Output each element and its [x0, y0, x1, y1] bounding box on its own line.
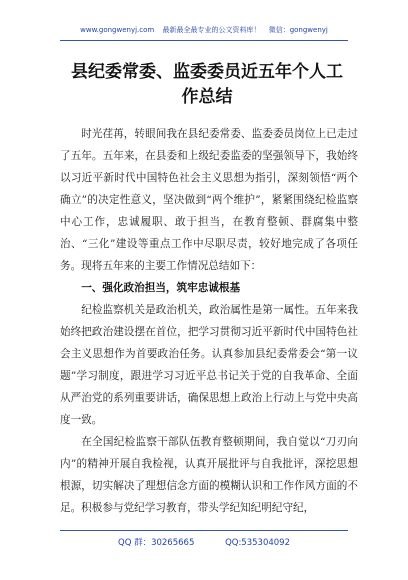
footer-qq: QQ:535304092 [225, 538, 290, 548]
document-body [60, 123, 358, 519]
header-slogan: 最新最全最专业的公文资料库！ [162, 26, 261, 34]
page-header [60, 22, 348, 41]
intro-paragraph: 时光荏苒，转眼间我在县纪委常委、监委委员岗位上已走过了五年。五年来，在县委和上级纪委监委的坚强领导下，我始终以习近平新时代中国特色社会主义思想为指引，深刻领悟“两个确立”的决定性意义，坚决做到“两个维护”，紧紧围绕纪检监察中心工作，忠诚履职、敢于担当，在教育整顿、群腐集中整治、“三化”建设等重点工作中尽职尽责，较好地完成了各项任务。现将五年来的主要工作情况总结如下： [60, 128, 358, 272]
page-footer [60, 530, 348, 553]
document-title: 县纪委常委、监委委员近五年个人工作总结 [71, 62, 343, 107]
header-wechat: 微信：gongwenyj [268, 26, 328, 34]
header-site[interactable]: www.gongwenyj.com [80, 26, 155, 34]
section-paragraph: 纪检监察机关是政治机关，政治属性是第一属性。五年来我始终把政治建设摆在首位，把学习贯彻习近平新时代中国特色社会主义思想作为首要政治任务。认真参加县纪委常委会“第一议题”学习制度，跟进学习习近平总书记关于党的自我革命、全面从严治党的系列重要讲话，确保思想上政治上行动上与党中央高度一致。 [60, 304, 358, 426]
section-paragraph: 在全国纪检监察干部队伍教育整顿期间，我自觉以“刀刃向内”的精神开展自我检视，认真开展批评与自我批评，深挖思想根源，切实解决了理想信念方面的模糊认识和工作作风方面的不足。积极参与党纪学习教育，带头学纪知纪明纪守纪， [60, 436, 358, 514]
footer-qq-group: QQ 群：30265665 [118, 538, 195, 548]
section-heading: 一、强化政治担当，筑牢忠诚根基 [81, 282, 241, 294]
